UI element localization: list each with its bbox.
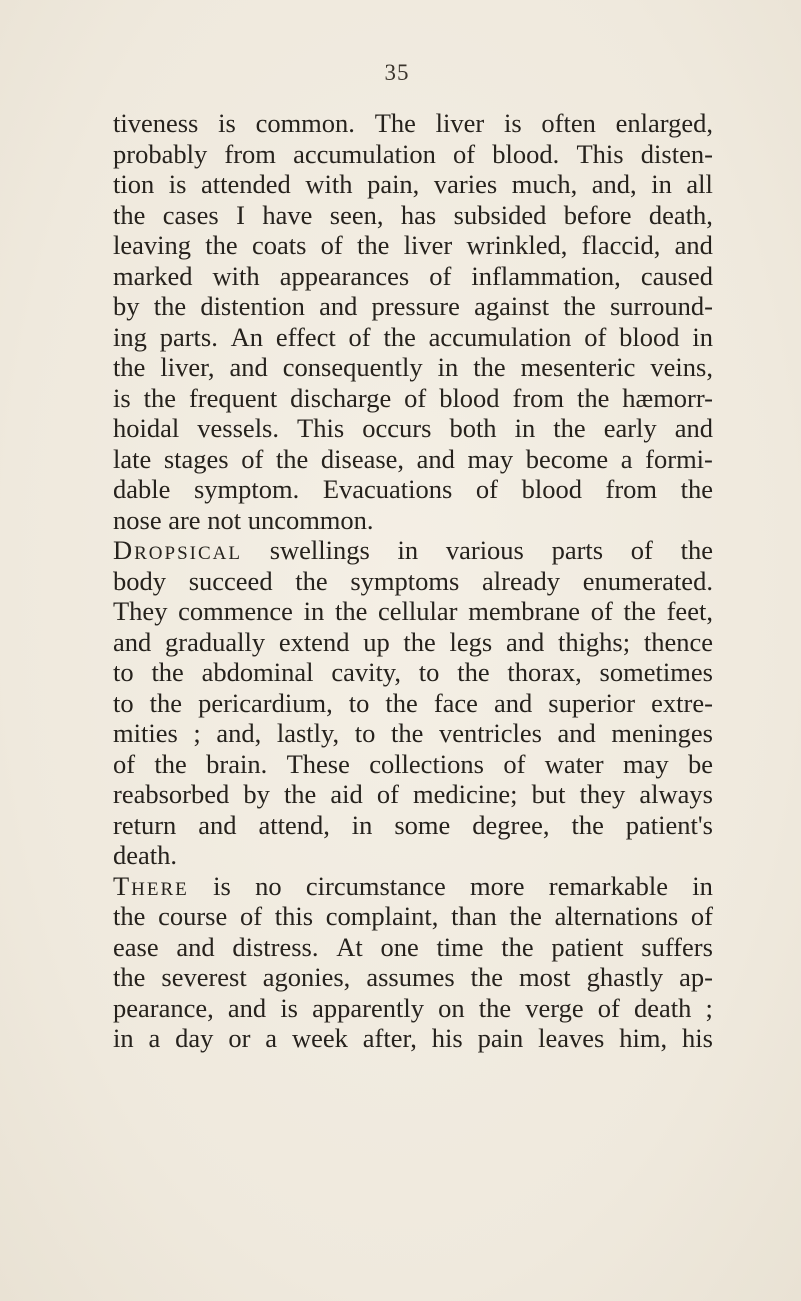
word: accumulation — [293, 138, 436, 169]
word: pain, — [367, 169, 420, 199]
text-line — [113, 474, 713, 505]
word: may — [622, 748, 669, 779]
word: aid — [330, 779, 363, 809]
text-line — [113, 962, 713, 993]
word: body — [113, 565, 166, 596]
word: thighs; — [557, 626, 631, 657]
word: This — [576, 138, 624, 169]
word: symptom. — [193, 474, 300, 504]
word: to — [113, 687, 134, 718]
word: the — [113, 352, 146, 382]
word: ing — [113, 321, 147, 352]
word: from — [512, 382, 565, 413]
word: meninges — [611, 718, 713, 748]
word: lastly, — [276, 718, 340, 748]
word: and — [319, 291, 358, 321]
word: the — [470, 962, 504, 992]
word: of — [241, 443, 264, 474]
word: with — [305, 169, 353, 199]
word: the — [623, 596, 656, 626]
word: and — [674, 413, 713, 443]
word: in — [303, 596, 325, 626]
word: the — [283, 779, 317, 809]
word: from — [224, 138, 276, 169]
word: a — [148, 1023, 161, 1053]
word: the — [473, 352, 506, 382]
word: enlarged, — [615, 108, 713, 138]
word: to — [113, 657, 134, 687]
word: the — [680, 474, 713, 504]
word: circumstance — [305, 870, 446, 901]
word: and, — [591, 169, 637, 199]
text-line — [113, 627, 713, 658]
word: and — [227, 992, 267, 1023]
word: time — [436, 931, 484, 962]
word: superior — [548, 687, 636, 718]
word: effect — [275, 321, 336, 352]
word: and — [229, 352, 268, 382]
word: leaving — [113, 230, 191, 260]
word: leaves — [538, 1023, 605, 1053]
word: against — [474, 291, 550, 321]
word: These — [286, 748, 350, 779]
word: of — [113, 748, 136, 779]
text-line — [113, 688, 713, 719]
text-line — [113, 566, 713, 597]
word: the — [385, 687, 418, 718]
word: the — [509, 901, 542, 931]
text-line — [113, 230, 713, 261]
word: water — [544, 748, 604, 779]
word: brain. — [206, 748, 268, 779]
word: attended — [201, 169, 291, 199]
text-line — [113, 169, 713, 200]
text-line — [113, 322, 713, 353]
word: this — [274, 901, 314, 931]
text-line — [113, 810, 713, 841]
word: pressure — [371, 291, 460, 321]
word: death, — [648, 199, 713, 230]
word: the — [113, 901, 146, 931]
word: of — [429, 260, 452, 291]
text-line — [113, 108, 713, 139]
word: of — [630, 535, 653, 565]
word: and — [505, 626, 545, 657]
word: and — [416, 443, 455, 474]
word: ; — [705, 992, 713, 1023]
word: common. — [255, 108, 355, 138]
word: parts. — [159, 321, 218, 352]
word: the — [501, 931, 534, 962]
word: the — [154, 748, 187, 779]
word: the — [576, 382, 610, 413]
word: the — [390, 718, 424, 748]
word: but — [531, 779, 566, 809]
word: and — [113, 626, 152, 657]
word: of — [590, 596, 613, 626]
word: succeed — [188, 565, 273, 596]
word: liver, — [160, 352, 215, 382]
word: blood — [521, 474, 582, 504]
word: seen, — [329, 199, 384, 230]
word: assumes — [366, 962, 455, 992]
word: by — [243, 779, 270, 809]
word: The — [374, 108, 416, 138]
word: the — [153, 291, 187, 321]
word: the — [553, 413, 586, 443]
word: not — [207, 504, 248, 535]
word: cavity, — [331, 657, 401, 687]
word: I — [236, 199, 245, 230]
word: or — [228, 1023, 251, 1053]
word: up — [363, 626, 390, 657]
word: attend, — [258, 809, 330, 840]
paragraph-start-line — [113, 871, 713, 902]
paragraph-start-line — [113, 535, 713, 566]
word: Dropsical — [113, 535, 242, 565]
word: day — [175, 1023, 214, 1053]
word: alternations — [554, 901, 679, 931]
word: patient's — [625, 809, 713, 840]
word: frequent — [188, 382, 278, 413]
word: become — [525, 443, 609, 474]
word: flaccid, — [581, 230, 661, 260]
word: varies — [433, 169, 498, 199]
word: of — [690, 901, 713, 931]
word: the — [571, 809, 604, 840]
word: no — [255, 870, 282, 901]
word: veins, — [650, 352, 713, 382]
text-line — [113, 200, 713, 231]
text-line — [113, 779, 713, 810]
word: more — [470, 870, 525, 901]
word: is — [168, 169, 187, 199]
word: enumerated. — [582, 565, 713, 596]
word: reabsorbed — [113, 779, 230, 809]
word: parts — [551, 535, 604, 565]
word: than — [451, 901, 497, 931]
word: of — [503, 748, 526, 779]
word: ease — [113, 931, 159, 962]
word: is — [113, 382, 131, 413]
word: degree, — [472, 809, 550, 840]
word: There — [113, 870, 189, 901]
word: collections — [369, 748, 484, 779]
word: and — [674, 230, 713, 260]
word: abdominal — [201, 657, 314, 687]
word: the — [457, 657, 490, 687]
word: of — [320, 230, 343, 260]
word: disease, — [320, 443, 405, 474]
word: remarkable — [548, 870, 668, 901]
word: Evacuations — [322, 474, 453, 504]
word: in — [651, 169, 672, 199]
word: to — [354, 718, 376, 748]
word: face — [433, 687, 478, 718]
text-line — [113, 596, 713, 627]
word: be — [687, 748, 713, 779]
word: distention — [200, 291, 305, 321]
word: commence — [178, 596, 293, 626]
word: appearances — [279, 260, 410, 291]
word: and — [176, 931, 215, 962]
text-line — [113, 749, 713, 780]
word: death. — [113, 840, 178, 870]
word: has — [400, 199, 437, 230]
text-line — [113, 932, 713, 963]
word: dable — [113, 474, 171, 504]
word: consequently — [282, 352, 423, 382]
word: suffers — [641, 931, 713, 962]
word: the — [403, 626, 436, 657]
word: in — [113, 1023, 134, 1053]
text-line — [113, 901, 713, 932]
word: blood. — [492, 138, 560, 169]
word: patient — [551, 931, 624, 962]
text-line — [113, 1023, 713, 1054]
word: liver — [435, 108, 485, 138]
word: the — [205, 230, 238, 260]
word: feet, — [666, 596, 713, 626]
word: mities — [113, 718, 178, 748]
word: of — [597, 992, 620, 1023]
word: of — [584, 321, 607, 352]
word: to — [348, 687, 370, 718]
word: and, — [216, 718, 262, 748]
word: in — [514, 413, 536, 443]
word: week — [291, 1023, 348, 1053]
word: liver — [403, 230, 453, 260]
word: pearance, — [113, 992, 214, 1023]
word: the — [334, 596, 368, 626]
text-line — [113, 444, 713, 475]
text-line — [113, 657, 713, 688]
word: tion — [113, 169, 155, 199]
word: of — [348, 321, 371, 352]
word: thence — [643, 626, 713, 657]
word: ventricles — [438, 718, 542, 748]
word: both — [449, 413, 497, 443]
word: symptoms — [350, 565, 460, 596]
word: cellular — [378, 596, 458, 626]
word: of — [475, 474, 498, 504]
word: in — [692, 870, 713, 901]
word: late — [113, 443, 152, 474]
text-line — [113, 413, 713, 444]
word: death — [634, 992, 692, 1023]
word: surround- — [609, 291, 713, 321]
word: some — [394, 809, 451, 840]
word: pain — [477, 1023, 524, 1053]
word: swellings — [269, 535, 370, 565]
word: return — [113, 809, 177, 840]
word: is — [213, 870, 231, 901]
word: in — [397, 535, 419, 565]
text-line — [113, 352, 713, 383]
word: may — [467, 443, 514, 474]
word: tiveness — [113, 108, 199, 138]
word: vessels. — [197, 413, 279, 443]
word: they — [579, 779, 626, 809]
word: medicine; — [413, 779, 518, 809]
word: the — [275, 443, 309, 474]
text-line — [113, 993, 713, 1024]
word: nose — [113, 504, 169, 535]
word: apparently — [312, 992, 424, 1023]
word: cases — [162, 199, 219, 230]
word: in — [351, 809, 373, 840]
word: blood — [619, 321, 680, 352]
line-text — [113, 840, 177, 871]
word: probably — [113, 138, 208, 169]
word: occurs — [362, 413, 432, 443]
word: the — [357, 230, 390, 260]
word: the — [113, 199, 146, 230]
word: stages — [163, 443, 229, 474]
word: ghastly — [586, 962, 664, 992]
word: wrinkled, — [466, 230, 568, 260]
word: most — [519, 962, 571, 992]
line-text — [113, 505, 374, 536]
word: are — [168, 504, 208, 535]
text-line — [113, 261, 713, 292]
word: and — [557, 718, 596, 748]
word: and — [493, 687, 533, 718]
word: This — [297, 413, 345, 443]
word: the — [680, 535, 713, 565]
word: all — [686, 169, 713, 199]
word: sometimes — [599, 657, 713, 687]
word: his — [681, 1023, 713, 1053]
word: the — [113, 962, 146, 992]
word: They — [113, 596, 168, 626]
word: caused — [640, 260, 713, 291]
word: the — [563, 291, 596, 321]
word: severest — [161, 962, 247, 992]
word: of — [404, 382, 427, 413]
word: marked — [113, 260, 193, 291]
word: is — [503, 108, 522, 138]
word: and — [198, 809, 237, 840]
word: one — [380, 931, 419, 962]
word: ap- — [679, 962, 713, 992]
word: from — [605, 474, 658, 504]
word: extend — [278, 626, 350, 657]
word: already — [482, 565, 561, 596]
page-number: 35 — [384, 60, 410, 85]
word: various — [445, 535, 524, 565]
word: to — [418, 657, 440, 687]
word: often — [541, 108, 596, 138]
word: with — [212, 260, 260, 291]
text-line — [113, 505, 713, 536]
word: before — [563, 199, 632, 230]
word: extre- — [651, 687, 713, 718]
word: is — [218, 108, 236, 138]
word: in — [692, 321, 713, 352]
text-line — [113, 383, 713, 414]
word: inflammation, — [471, 260, 621, 291]
word: thorax, — [507, 657, 582, 687]
word: hæmorr- — [622, 382, 713, 413]
word: mesenteric — [520, 352, 636, 382]
word: the — [383, 321, 416, 352]
word: An — [230, 321, 264, 352]
word: is — [280, 992, 298, 1023]
word: in — [437, 352, 459, 382]
word: after, — [362, 1023, 417, 1053]
body-text — [113, 108, 713, 1054]
word: coats — [251, 230, 307, 260]
word: a — [620, 443, 633, 474]
word: uncommon. — [247, 504, 374, 535]
word: agonies, — [262, 962, 351, 992]
word: legs — [449, 626, 493, 657]
word: on — [438, 992, 465, 1023]
word: gradually — [165, 626, 266, 657]
text-line — [113, 718, 713, 749]
word: course — [158, 901, 228, 931]
word: complaint, — [325, 901, 439, 931]
word: the — [478, 992, 512, 1023]
word: disten- — [640, 138, 713, 169]
word: hoidal — [113, 413, 180, 443]
text-line — [113, 291, 713, 322]
word: the — [149, 687, 183, 718]
word: of — [239, 901, 263, 931]
word: subsided — [453, 199, 547, 230]
word: by — [113, 291, 140, 321]
word: discharge — [290, 382, 392, 413]
word: always — [639, 779, 713, 809]
word: pericardium, — [198, 687, 333, 718]
word: his — [431, 1023, 463, 1053]
word: him, — [619, 1023, 668, 1053]
word: a — [265, 1023, 278, 1053]
word: of — [376, 779, 399, 809]
word: the — [151, 657, 184, 687]
word: membrane — [468, 596, 581, 626]
word: have — [262, 199, 313, 230]
word: the — [143, 382, 176, 413]
word: early — [603, 413, 657, 443]
text-line — [113, 139, 713, 170]
word: accumulation — [428, 321, 572, 352]
word: verge — [525, 992, 584, 1023]
word: much, — [511, 169, 578, 199]
text-line — [113, 840, 713, 871]
word: ; — [193, 718, 201, 748]
word: At — [336, 931, 363, 962]
word: formi- — [645, 443, 713, 474]
word: the — [295, 565, 328, 596]
word: distress. — [232, 931, 319, 962]
word: of — [453, 138, 476, 169]
word: blood — [439, 382, 500, 413]
